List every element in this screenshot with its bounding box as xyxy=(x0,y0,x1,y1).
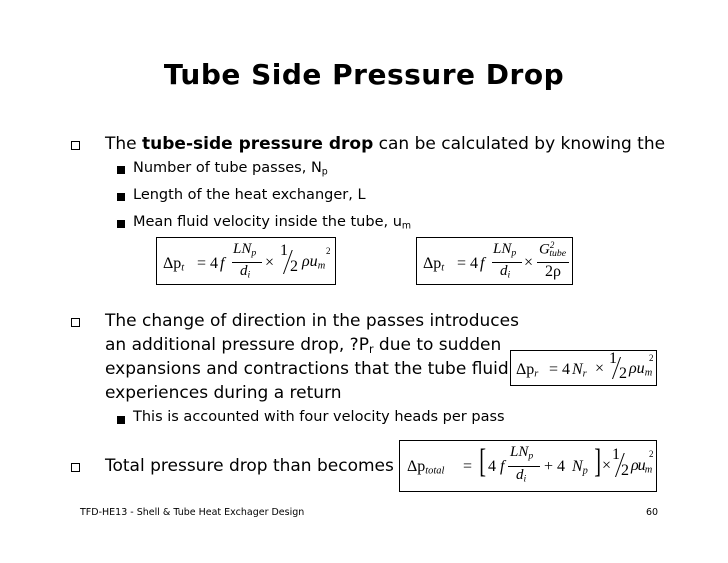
bullet-marker xyxy=(71,318,80,327)
bullet-2-line-1: The change of direction in the passes introduces xyxy=(105,311,519,331)
bullet-2-line-2: an additional pressure drop, $?P_r$ due to sudden xyxy=(105,335,502,356)
sub-bullet-marker xyxy=(117,220,125,228)
sub-bullet-marker xyxy=(117,166,125,174)
bullet-3-text: Total pressure drop than becomes xyxy=(105,456,394,476)
bullet-marker xyxy=(71,141,80,150)
sub-item-tube-passes: Number of tube passes, $N_p$ xyxy=(133,160,328,178)
formula-total-pressure-drop: $\Delta p_{total}$ = [ 4 f $LN_p$ $d_i$ + 4 $N_p$ ] × 1 2 $\rho u_m$ 2 xyxy=(399,440,657,492)
formula-tube-pressure-drop-1: $\Delta p_t$ = 4 f $LN_p$ $d_i$ × 1 2 $\rho u_m$ 2 xyxy=(156,237,336,285)
bullet-2-line-3: expansions and contractions that the tube fluid xyxy=(105,359,509,379)
formula-return-pressure-drop: $\Delta p_r$ = 4 $N_r$ × 1 2 $\rho u_m$ 2 xyxy=(510,350,657,386)
formula-tube-pressure-drop-2: $\Delta p_t$ = 4 f $LN_p$ $d_i$ × $G^2_{tube}$ 2ρ xyxy=(416,237,573,285)
sub-item-velocity-heads: This is accounted with four velocity heads per pass xyxy=(133,409,505,425)
page-number: 60 xyxy=(646,507,659,518)
sub-bullet-marker xyxy=(117,193,125,201)
footer-course-title: TFD-HE13 - Shell & Tube Heat Exchager Design xyxy=(80,507,305,518)
sub-item-length: Length of the heat exchanger, L xyxy=(133,187,366,203)
bullet-2-line-4: experiences during a return xyxy=(105,383,342,403)
sub-item-velocity: Mean fluid velocity inside the tube, $u_m$ xyxy=(133,214,412,232)
slide-title: Tube Side Pressure Drop xyxy=(163,58,565,91)
bullet-1-text: The tube-side pressure drop can be calculated by knowing the xyxy=(105,134,666,154)
sub-bullet-marker xyxy=(117,416,125,424)
bullet-marker xyxy=(71,463,80,472)
